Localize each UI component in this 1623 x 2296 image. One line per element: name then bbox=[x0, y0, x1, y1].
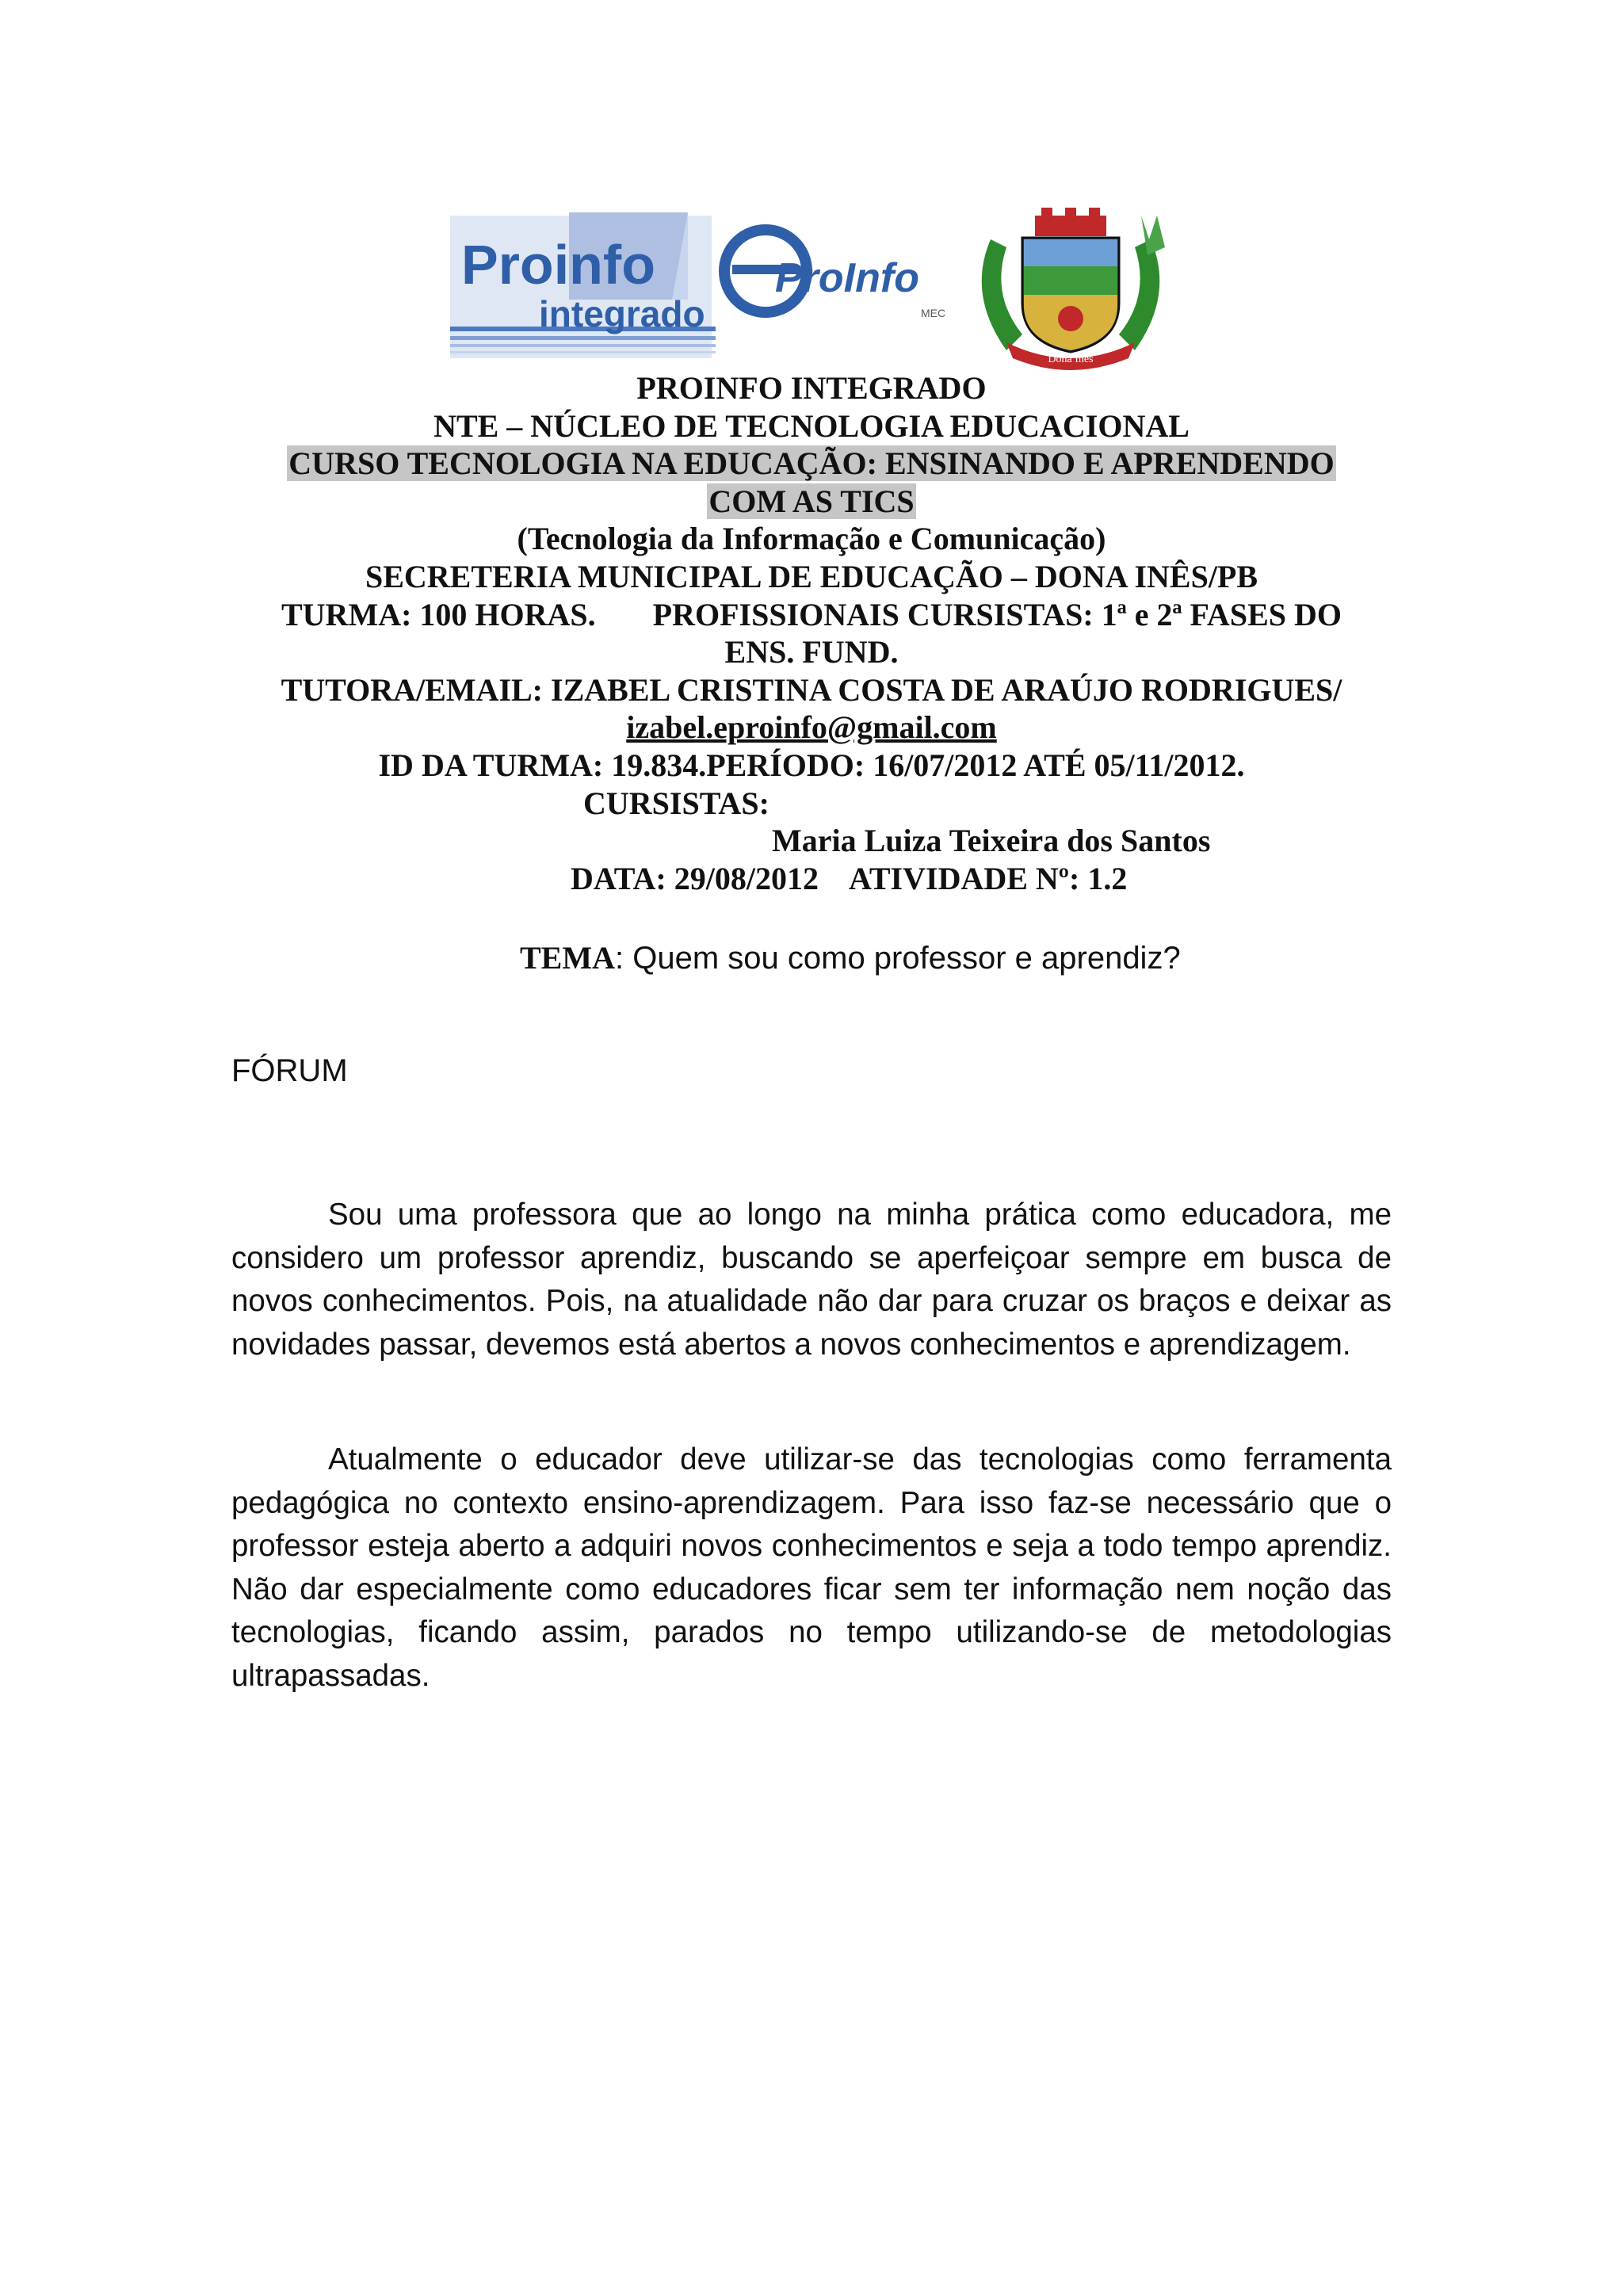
logo-strip bbox=[450, 208, 1203, 370]
course-title-text-1: CURSO TECNOLOGIA NA EDUCAÇÃO: ENSINANDO E APRENDENDO bbox=[288, 445, 1335, 481]
theme-line bbox=[520, 938, 1181, 978]
course-title-line2 bbox=[230, 483, 1393, 521]
eproinfo-logo-text: ProInfo bbox=[775, 255, 919, 301]
mec-logo-text: MEC bbox=[921, 307, 946, 319]
eproinfo-logo bbox=[716, 208, 962, 370]
course-subtitle: (Tecnologia da Informação e Comunicação) bbox=[517, 521, 1106, 556]
tutor-email-line bbox=[230, 709, 1393, 747]
theme-label: TEMA bbox=[520, 940, 615, 976]
municipal-crest-logo bbox=[959, 208, 1182, 370]
secretariat-line: SECRETERIA MUNICIPAL DE EDUCAÇÃO – DONA INÊS/PB bbox=[365, 559, 1258, 594]
professional-audience: PROFISSIONAIS CURSISTAS: 1ª e 2ª FASES DO bbox=[652, 597, 1342, 632]
proinfo-logo-text: Proinfo bbox=[461, 234, 655, 296]
theme-value: : Quem sou como professor e aprendiz? bbox=[615, 941, 1181, 976]
course-title-text-2: COM AS TICS bbox=[708, 483, 915, 519]
proinfo-integrado-logo bbox=[450, 208, 718, 370]
activity-number: ATIVIDADE Nº: 1.2 bbox=[848, 861, 1128, 896]
forum-heading: FÓRUM bbox=[231, 1053, 348, 1088]
paragraph-2: Atualmente o educador deve utilizar-se das tecnologias como ferramenta pedagógica no contexto ensino-aprendizagem. Para isso faz-se necessário que o professor esteja aberto a adquiri novos conhecimentos e seja a todo tempo aprendiz. Não dar especialmente como educadores ficar sem ter informação nem noção das tecnologias, ficando assim, parados no tempo utilizando-se de metodologias ultrapassadas. bbox=[231, 1442, 1392, 1693]
students-label: CURSISTAS: bbox=[583, 785, 769, 821]
class-hours: TURMA: 100 HORAS. bbox=[281, 597, 596, 632]
class-hours-line bbox=[230, 596, 1393, 634]
class-id-period: ID DA TURMA: 19.834.PERÍODO: 16/07/2012 ATÉ 05/11/2012. bbox=[378, 747, 1245, 783]
paragraph-1: Sou uma professora que ao longo na minha prática como educadora, me considero um professor aprendiz, buscando se aperfeiçoar sempre em busca de novos conhecimentos. Pois, na atualidade não dar para cruzar os braços e deixar as novidades passar, devemos está abertos a novos conhecimentos e aprendizagem. bbox=[231, 1198, 1392, 1362]
program-title: PROINFO INTEGRADO bbox=[636, 370, 987, 406]
nte-title: NTE – NÚCLEO DE TECNOLOGIA EDUCACIONAL bbox=[433, 408, 1190, 444]
tutor-email-link[interactable]: izabel.eproinfo@gmail.com bbox=[626, 709, 997, 745]
audience-continuation: ENS. FUND. bbox=[724, 634, 899, 670]
crest-banner-text: Dona Inês bbox=[1048, 353, 1094, 365]
tutor-line: TUTORA/EMAIL: IZABEL CRISTINA COSTA DE ARAÚJO RODRIGUES/ bbox=[281, 672, 1342, 708]
date-value: DATA: 29/08/2012 bbox=[571, 861, 819, 896]
student-name: Maria Luiza Teixeira dos Santos bbox=[772, 823, 1211, 858]
date-activity-line bbox=[571, 860, 1127, 898]
integrado-logo-text: integrado bbox=[539, 293, 705, 334]
course-title-line1 bbox=[230, 445, 1393, 483]
